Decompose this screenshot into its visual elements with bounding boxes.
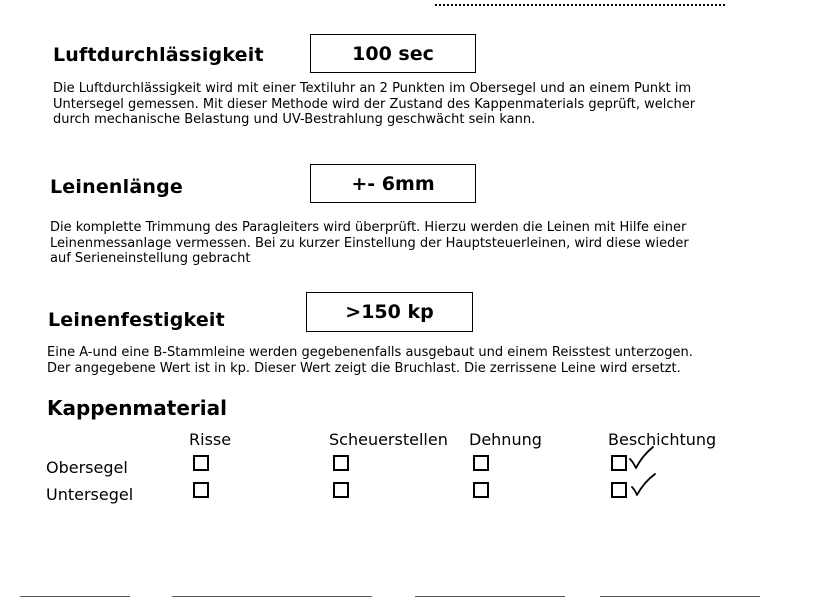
section-title-luftdurchlaessigkeit: Luftdurchlässigkeit [53,44,264,66]
checkbox-obersegel-dehnung[interactable] [473,455,489,471]
checkbox-untersegel-risse[interactable] [193,482,209,498]
checkbox-obersegel-beschichtung[interactable] [611,455,627,471]
checkbox-obersegel-risse[interactable] [193,455,209,471]
scan-edge-line [415,596,565,597]
description-line: Eine A-und eine B-Stammleine werden gegebenenfalls ausgebaut und einem Reisstest unterzogen. [47,345,693,360]
checkbox-untersegel-scheuerstellen[interactable] [333,482,349,498]
row-label-untersegel: Untersegel [46,485,134,504]
handwritten-check-icon [630,473,656,497]
column-header-scheuerstellen: Scheuerstellen [329,430,448,449]
column-header-dehnung: Dehnung [469,430,542,449]
scan-edge-line [20,596,130,597]
description-line: auf Serieneinstellung gebracht [50,251,251,266]
checkbox-untersegel-dehnung[interactable] [473,482,489,498]
description-luftdurchlaessigkeit [53,81,695,128]
description-line: Untersegel gemessen. Mit dieser Methode wird der Zustand des Kappenmaterials geprüft, welcher [53,96,696,112]
description-line: Die komplette Trimmung des Paragleiters wird überprüft. Hierzu werden die Leinen mit Hilfe einer [50,220,687,235]
description-leinenfestigkeit [47,345,693,376]
scan-edge-line [600,596,760,597]
handwritten-check-icon [628,446,654,470]
section-title-leinenfestigkeit: Leinenfestigkeit [48,309,225,331]
description-line: durch mechanische Belastung und UV-Bestrahlung geschwächt sein kann. [53,112,536,127]
description-line: Der angegebene Wert ist in kp. Dieser Wert zeigt die Bruchlast. Die zerrissene Leine wird ersetzt. [47,360,681,376]
column-header-beschichtung: Beschichtung [608,430,717,449]
kappenmaterial-title: Kappenmaterial [47,396,227,420]
scan-edge-line [172,596,372,597]
column-header-risse: Risse [189,430,232,449]
value-box-luftdurchlaessigkeit: 100 sec [310,34,476,73]
description-line: Leinenmessanlage vermessen. Bei zu kurzer Einstellung der Hauptsteuerleinen, wird diese wieder [50,235,689,251]
value-box-leinenfestigkeit: >150 kp [306,292,473,332]
description-line: Die Luftdurchlässigkeit wird mit einer Textiluhr an 2 Punkten im Obersegel und an einem Punkt im [53,81,692,96]
value-box-leinenlaenge: +- 6mm [310,164,476,203]
row-label-obersegel: Obersegel [46,458,128,477]
checkbox-untersegel-beschichtung[interactable] [611,482,627,498]
checkbox-obersegel-scheuerstellen[interactable] [333,455,349,471]
section-title-leinenlaenge: Leinenlänge [50,176,183,198]
description-leinenlaenge [50,220,689,267]
dotted-signature-line [435,0,725,6]
